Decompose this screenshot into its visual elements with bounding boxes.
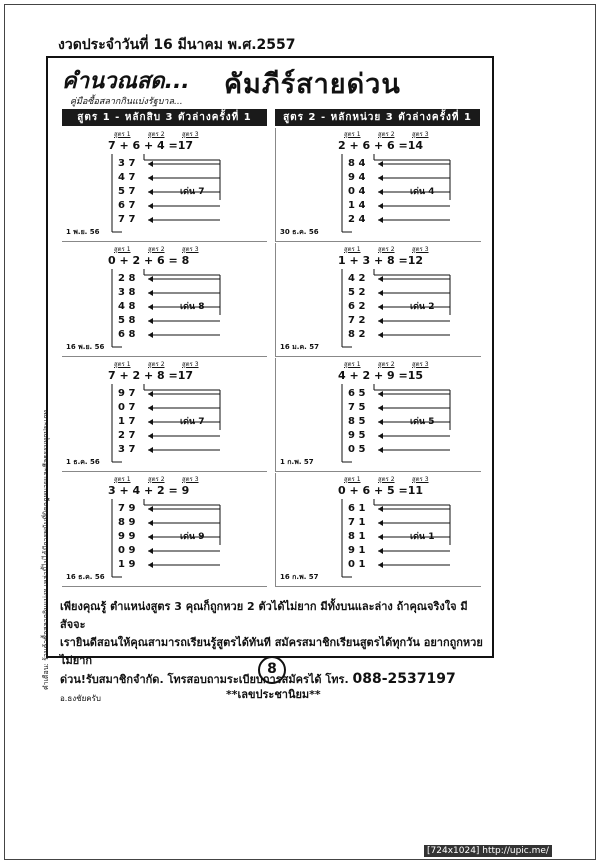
watermark: [724x1024] http://upic.me/ <box>424 845 552 857</box>
formula-label: สูตร 3 <box>182 361 199 368</box>
formula-panel <box>275 358 481 472</box>
number-row: 8 1 <box>348 531 366 542</box>
formula-sum: 0 + 2 + 6 = 8 <box>108 254 190 267</box>
footer-line-1: เพียงคุณรู้ ตำแหน่งสูตร 3 คุณก็ถูกหวย 2 ตัวได้ไม่ยาก มีทั้งบนและล่าง ถ้าคุณจริงใจ มีสัจจะ <box>60 600 468 631</box>
number-row: 2 7 <box>118 430 136 441</box>
formula-label: สูตร 1 <box>114 476 131 483</box>
phone-number[interactable]: 088-2537197 <box>352 671 456 687</box>
formula-sum: 7 + 2 + 8 =17 <box>108 369 194 382</box>
featured-digit <box>180 184 204 198</box>
number-row: 4 8 <box>118 301 136 312</box>
number-row: 7 1 <box>348 517 366 528</box>
featured-label: เด่น <box>410 302 429 312</box>
number-row: 8 2 <box>348 329 366 340</box>
formula-sum: 3 + 4 + 2 = 9 <box>108 484 190 497</box>
featured-value: 1 <box>428 532 435 542</box>
formula-label: สูตร 2 <box>148 131 165 138</box>
panel-date: 16 ก.พ. 57 <box>280 573 319 581</box>
featured-digit <box>180 414 204 428</box>
number-row: 3 7 <box>118 158 136 169</box>
featured-digit <box>180 529 204 543</box>
number-row: 9 5 <box>348 430 366 441</box>
number-row: 4 7 <box>118 172 136 183</box>
featured-value: 4 <box>428 187 435 197</box>
formula-label: สูตร 3 <box>182 246 199 253</box>
featured-label: เด่น <box>180 187 199 197</box>
number-row: 5 2 <box>348 287 366 298</box>
formula-label: สูตร 3 <box>412 131 429 138</box>
panel-date: 16 ม.ค. 57 <box>280 343 319 351</box>
featured-value: 7 <box>198 417 205 427</box>
featured-value: 8 <box>198 302 205 312</box>
number-row: 0 5 <box>348 444 366 455</box>
featured-label: เด่น <box>410 187 429 197</box>
formula-panel <box>62 473 267 587</box>
number-row: 1 7 <box>118 416 136 427</box>
formula-label: สูตร 3 <box>182 131 199 138</box>
formula-label: สูตร 2 <box>378 361 395 368</box>
connector-lines <box>276 243 481 356</box>
number-row: 7 7 <box>118 214 136 225</box>
number-row: 2 8 <box>118 273 136 284</box>
formula-panel <box>275 473 481 587</box>
panel-date: 1 พ.ย. 56 <box>66 228 100 236</box>
number-row: 6 2 <box>348 301 366 312</box>
formula-label: สูตร 1 <box>344 476 361 483</box>
formula-panel <box>62 128 267 242</box>
number-row: 6 1 <box>348 503 366 514</box>
formula-label: สูตร 1 <box>344 131 361 138</box>
number-row: 7 9 <box>118 503 136 514</box>
formula-label: สูตร 3 <box>412 246 429 253</box>
formula-label: สูตร 1 <box>344 361 361 368</box>
number-row: 6 5 <box>348 388 366 399</box>
connector-lines <box>62 128 267 241</box>
number-row: 3 8 <box>118 287 136 298</box>
number-row: 9 7 <box>118 388 136 399</box>
featured-digit <box>410 299 434 313</box>
formula-sum: 0 + 6 + 5 =11 <box>338 484 424 497</box>
connector-lines <box>62 243 267 356</box>
panel-date: 1 ธ.ค. 56 <box>66 458 100 466</box>
number-row: 5 7 <box>118 186 136 197</box>
bottom-text: **เลขประชานิยม** <box>226 688 321 701</box>
connector-lines <box>62 358 267 471</box>
featured-digit <box>410 184 434 198</box>
connector-lines <box>62 473 267 586</box>
formula-label: สูตร 1 <box>114 361 131 368</box>
formula-label: สูตร 2 <box>148 246 165 253</box>
featured-label: เด่น <box>180 417 199 427</box>
formula-sum: 4 + 2 + 9 =15 <box>338 369 424 382</box>
number-row: 3 7 <box>118 444 136 455</box>
number-row: 1 9 <box>118 559 136 570</box>
number-row: 6 8 <box>118 329 136 340</box>
panel-date: 16 พ.ย. 56 <box>66 343 105 351</box>
formula-sum: 2 + 6 + 6 =14 <box>338 139 424 152</box>
number-row: 9 4 <box>348 172 366 183</box>
signature: อ.ธงชัยครับ <box>60 694 101 703</box>
formula-label: สูตร 3 <box>412 476 429 483</box>
connector-lines <box>276 473 481 586</box>
number-row: 2 4 <box>348 214 366 225</box>
formula-panel <box>62 358 267 472</box>
formula-label: สูตร 3 <box>412 361 429 368</box>
connector-lines <box>276 358 481 471</box>
number-row: 0 9 <box>118 545 136 556</box>
formula-label: สูตร 2 <box>148 476 165 483</box>
number-row: 7 2 <box>348 315 366 326</box>
footer-line-3-text: ด่วน!รับสมาชิกจำกัด. โทรสอบถามระเบียบการสมัครได้ โทร. <box>60 673 349 686</box>
formula-sum: 7 + 6 + 4 =17 <box>108 139 194 152</box>
draw-date-header: งวดประจำวันที่ 16 มีนาคม พ.ศ.2557 <box>58 37 296 53</box>
formula-label: สูตร 1 <box>344 246 361 253</box>
formula-label: สูตร 3 <box>182 476 199 483</box>
formula-left-band: สูตร 1 - หลักสิบ 3 ตัวล่างครั้งที่ 1 <box>62 109 267 126</box>
panel-date: 1 ก.พ. 57 <box>280 458 314 466</box>
featured-value: 9 <box>198 532 205 542</box>
footer-line-2: เรายินดีสอนให้คุณสามารถเรียนรู้สูตรได้ทันที สมัครสมาชิกเรียนสูตรได้ทุกวัน อยากถูกหวย ไม่ยาก <box>60 636 483 667</box>
formula-sum: 1 + 3 + 8 =12 <box>338 254 424 267</box>
title-right: คัมภีร์สายด่วน <box>224 69 401 100</box>
formula-label: สูตร 1 <box>114 131 131 138</box>
side-disclaimer: คำเตือน: ร้านค้าซื้อสลากกินแบ่งฯ เหล่านี้ไม่ได้มีการพนันที่ผิดกฎหมายและศีลธรรมทุกประเภท <box>42 410 50 690</box>
subtitle: คู่มือซื้อสลากกินแบ่งรัฐบาล... <box>70 97 183 107</box>
formula-label: สูตร 1 <box>114 246 131 253</box>
featured-value: 2 <box>428 302 435 312</box>
panel-date: 30 ธ.ค. 56 <box>280 228 319 236</box>
featured-value: 7 <box>198 187 205 197</box>
featured-digit <box>410 414 434 428</box>
number-row: 5 8 <box>118 315 136 326</box>
featured-label: เด่น <box>180 302 199 312</box>
number-row: 6 7 <box>118 200 136 211</box>
title-left: คำนวณสด... <box>62 69 190 94</box>
formula-label: สูตร 2 <box>378 131 395 138</box>
featured-label: เด่น <box>410 417 429 427</box>
number-row: 0 1 <box>348 559 366 570</box>
featured-label: เด่น <box>410 532 429 542</box>
formula-panel <box>275 243 481 357</box>
number-row: 9 9 <box>118 531 136 542</box>
number-row: 0 4 <box>348 186 366 197</box>
number-row: 8 5 <box>348 416 366 427</box>
formula-panel <box>62 243 267 357</box>
formula-panel <box>275 128 481 242</box>
featured-digit <box>410 529 434 543</box>
page-number: 8 <box>258 656 286 684</box>
featured-label: เด่น <box>180 532 199 542</box>
number-row: 8 9 <box>118 517 136 528</box>
featured-value: 5 <box>428 417 435 427</box>
number-row: 8 4 <box>348 158 366 169</box>
panel-date: 16 ธ.ค. 56 <box>66 573 105 581</box>
panel-grid <box>62 128 480 588</box>
formula-label: สูตร 2 <box>148 361 165 368</box>
number-row: 7 5 <box>348 402 366 413</box>
formula-label: สูตร 2 <box>378 246 395 253</box>
number-row: 1 4 <box>348 200 366 211</box>
number-row: 0 7 <box>118 402 136 413</box>
number-row: 4 2 <box>348 273 366 284</box>
connector-lines <box>276 128 481 241</box>
formula-label: สูตร 2 <box>378 476 395 483</box>
formula-right-band: สูตร 2 - หลักหน่วย 3 ตัวล่างครั้งที่ 1 <box>275 109 480 126</box>
number-row: 9 1 <box>348 545 366 556</box>
featured-digit <box>180 299 204 313</box>
